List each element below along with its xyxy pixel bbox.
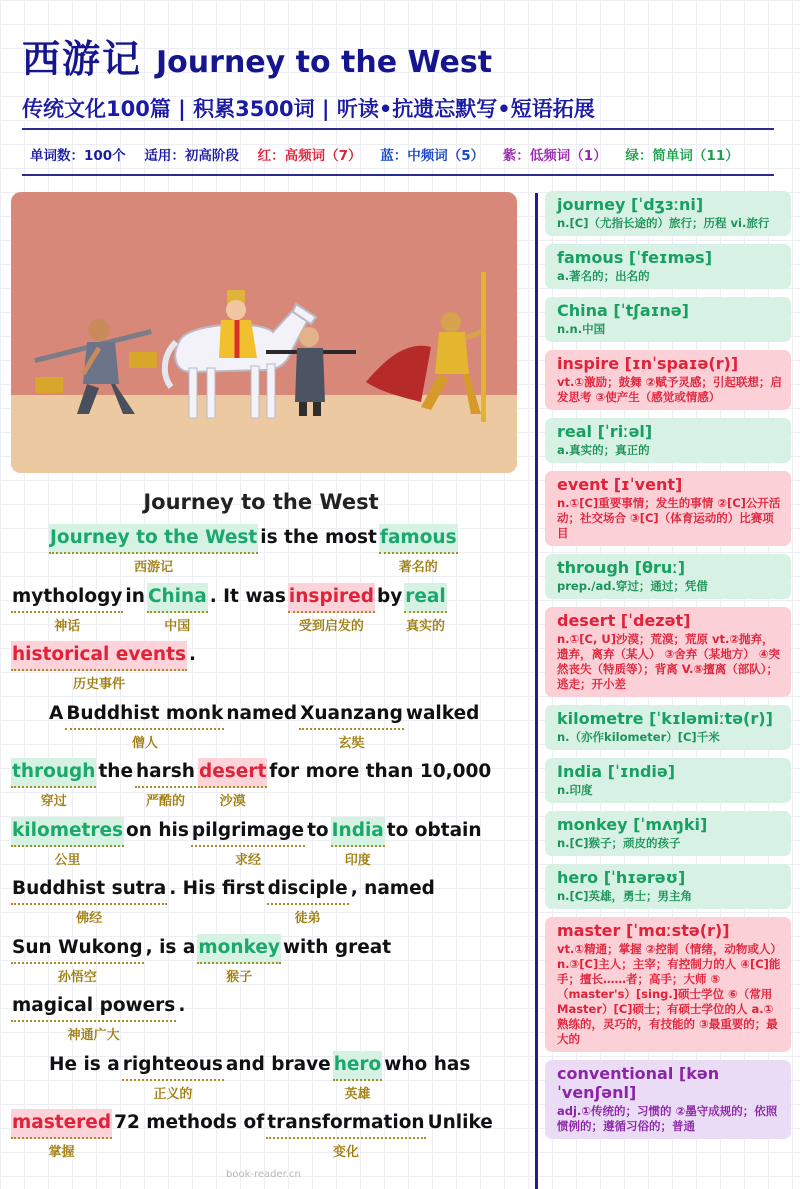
chinese-gloss: 中国 <box>164 618 191 634</box>
word-text: . <box>178 995 186 1016</box>
keyword-phrase[interactable] <box>191 817 305 868</box>
column-divider <box>535 193 538 1189</box>
vocabulary-panel <box>545 191 791 1147</box>
vocab-card[interactable] <box>545 864 791 909</box>
keyword-phrase[interactable] <box>331 817 385 868</box>
keyword-phrase[interactable] <box>11 875 167 926</box>
vocab-definition: n.（亦作kilometer）[C]千米 <box>557 730 720 744</box>
vocab-word: monkey [ˈmʌŋki] <box>557 815 708 834</box>
vocab-word: master [ˈmɑːstə(r)] <box>557 921 730 940</box>
chinese-gloss: 西游记 <box>134 560 174 575</box>
chinese-gloss: 沙漠 <box>219 794 246 809</box>
text-run <box>377 583 402 611</box>
chinese-gloss: 正义的 <box>153 1086 193 1102</box>
text-run <box>226 1051 331 1079</box>
vocab-definition: adj.①传统的；习惯的 ②墨守成规的；依照惯例的；遵循习俗的；普通 <box>557 1104 778 1133</box>
word-text: monkey <box>198 936 280 958</box>
vocab-word: real [ˈriːəl] <box>557 422 653 441</box>
text-run <box>406 700 480 728</box>
word-text: for more than 10,000 <box>269 761 492 782</box>
page-header <box>22 28 778 123</box>
word-text: hero <box>333 1053 382 1075</box>
chinese-gloss: 真实的 <box>406 618 446 634</box>
keyword-phrase[interactable] <box>288 583 375 634</box>
keyword-phrase[interactable] <box>299 700 404 751</box>
keyword-phrase[interactable] <box>404 583 447 634</box>
article-line <box>11 641 511 700</box>
vocab-word: famous [ˈfeɪməs] <box>557 248 713 267</box>
vocab-card[interactable] <box>545 297 791 342</box>
article-line <box>11 817 511 876</box>
vocab-word: through [θruː] <box>557 558 686 577</box>
chinese-gloss: 神通广大 <box>67 1028 120 1043</box>
word-text: mythology <box>12 585 123 607</box>
chinese-gloss: 受到启发的 <box>298 618 364 634</box>
vocab-definition: n.n.中国 <box>557 322 606 336</box>
word-text: India <box>331 819 384 841</box>
text-run <box>146 934 196 962</box>
text-run <box>260 524 377 552</box>
word-text: transformation <box>267 1112 425 1133</box>
vocab-word: China [ˈtʃaɪnə] <box>557 301 689 320</box>
story-illustration <box>11 192 517 473</box>
text-run <box>269 758 491 786</box>
vocab-card[interactable] <box>545 758 791 803</box>
word-text: 72 methods of <box>114 1112 265 1133</box>
vocab-definition: prep./ad.穿过；通过；凭借 <box>557 579 708 593</box>
word-text: with great <box>282 936 392 958</box>
chinese-gloss: 求经 <box>234 852 262 868</box>
keyword-phrase[interactable] <box>11 758 96 809</box>
text-run <box>49 700 63 728</box>
chinese-gloss: 佛经 <box>76 911 103 926</box>
article-title: Journey to the West <box>143 490 379 514</box>
chinese-gloss: 徒弟 <box>294 911 321 926</box>
word-text: by <box>376 585 403 607</box>
vocab-definition: n.[C]英雄，勇士；男主角 <box>557 889 693 903</box>
pilgrims-scene-image <box>11 192 517 473</box>
word-text: Buddhist monk <box>66 702 224 724</box>
keyword-phrase[interactable] <box>11 583 123 634</box>
word-text: named <box>226 702 298 724</box>
word-text: walked <box>405 702 480 724</box>
text-run <box>387 817 482 845</box>
vocab-word: event [ɪˈvent] <box>557 475 683 494</box>
keyword-phrase[interactable] <box>379 524 458 575</box>
keyword-phrase[interactable] <box>147 583 208 634</box>
article-line <box>11 758 511 817</box>
keyword-phrase[interactable] <box>122 1051 224 1102</box>
word-text: He is a <box>49 1053 120 1075</box>
article-line <box>11 875 511 934</box>
title-english: Journey to the West <box>156 45 493 80</box>
keyword-phrase[interactable] <box>11 992 176 1043</box>
word-text: . It was <box>209 585 286 607</box>
word-text: China <box>147 585 207 607</box>
vocab-definition: n.[C]猴子；顽皮的孩子 <box>557 836 681 850</box>
vocab-definition: vt.①精通；掌握 ②控制（情绪，动物或人） n.③[C]主人；主宰；有控制力的人 ④[C]能手；擅长……者；高手；大师 ⑤（master's）[sing.]硕士学位 ⑥（常用Master）[C]硕士；有硕士学位的人 a.①熟练的，灵巧的，有技能的 ③最重要的；最大的 <box>557 942 782 1046</box>
word-text: on his <box>126 819 189 841</box>
vocab-definition: n.印度 <box>557 783 593 797</box>
article-line <box>11 1109 511 1168</box>
word-text: the <box>98 761 133 782</box>
word-text: who has <box>384 1053 471 1075</box>
chinese-gloss: 玄奘 <box>338 735 365 751</box>
text-run <box>428 1109 493 1137</box>
keyword-phrase[interactable] <box>198 758 267 809</box>
vocab-card[interactable] <box>545 607 791 697</box>
stat-purple: 紫：低频词（1） <box>502 148 607 164</box>
word-text: Unlike <box>427 1112 493 1133</box>
subtitle: 传统文化100篇 | 积累3500词 | 听读•抗遗忘默写•短语拓展 <box>22 97 595 121</box>
word-text: disciple <box>267 878 348 899</box>
word-text: righteous <box>122 1053 223 1075</box>
word-text: in <box>125 585 145 607</box>
word-text: famous <box>379 527 457 548</box>
vocab-card[interactable] <box>545 244 791 289</box>
keyword-phrase[interactable] <box>11 817 124 868</box>
text-run <box>125 583 145 611</box>
article-line <box>11 524 511 583</box>
keyword-phrase[interactable] <box>65 700 224 751</box>
word-text: Sun Wukong <box>12 936 143 958</box>
word-text: . His first <box>169 878 265 899</box>
vocab-card[interactable] <box>545 811 791 856</box>
keyword-phrase[interactable] <box>333 1051 383 1102</box>
chinese-gloss: 掌握 <box>48 1145 75 1160</box>
vocab-word: kilometre [ˈkɪləmiːtə(r)] <box>557 709 773 728</box>
vocab-card[interactable] <box>545 191 791 236</box>
text-run <box>169 875 264 903</box>
keyword-phrase[interactable] <box>11 1109 112 1160</box>
stat-red: 红：高频词（7） <box>257 148 362 164</box>
chinese-gloss: 神话 <box>54 618 81 634</box>
word-text: Xuanzang <box>300 702 403 724</box>
vocab-card[interactable] <box>545 917 791 1052</box>
text-run <box>351 875 435 903</box>
word-text: pilgrimage <box>191 819 305 841</box>
word-text: magical powers <box>12 995 176 1016</box>
keyword-phrase[interactable] <box>267 875 349 926</box>
keyword-phrase[interactable] <box>266 1109 425 1160</box>
article <box>11 490 511 1168</box>
word-text: kilometres <box>12 819 124 841</box>
chinese-gloss: 印度 <box>344 852 371 868</box>
word-text: through <box>12 761 96 782</box>
stat-word-count: 单词数：100个 <box>30 148 126 164</box>
vocab-card[interactable] <box>545 705 791 750</box>
vocab-word: conventional [kənˈvenʃənl] <box>557 1064 720 1102</box>
keyword-phrase[interactable] <box>49 524 258 575</box>
word-text: harsh <box>136 761 195 782</box>
vocab-word: journey [ˈdʒɜːni] <box>557 195 704 214</box>
article-line <box>11 1051 511 1110</box>
word-text: real <box>405 585 446 607</box>
chinese-gloss: 孙悟空 <box>57 969 97 985</box>
vocab-card[interactable] <box>545 554 791 599</box>
word-text: . <box>188 644 196 665</box>
word-text: inspired <box>288 585 374 607</box>
keyword-phrase[interactable] <box>197 934 281 985</box>
text-run <box>49 1051 120 1079</box>
word-text: and brave <box>225 1053 331 1075</box>
word-text: , is a <box>145 936 196 958</box>
vocab-card[interactable] <box>545 471 791 546</box>
chinese-gloss: 僧人 <box>131 735 158 751</box>
vocab-card[interactable] <box>545 350 791 410</box>
vocab-word: desert [ˈdezət] <box>557 611 691 630</box>
stats-divider <box>22 174 774 176</box>
text-run <box>178 992 185 1020</box>
stat-green: 绿：简单词（11） <box>625 148 739 164</box>
vocab-definition: n.①[C]重要事情；发生的事情 ②[C]公开活动；社交场合 ③[C]（体育运动的）比赛项目 <box>557 496 781 540</box>
keyword-phrase[interactable] <box>135 758 196 809</box>
text-run <box>114 1109 264 1137</box>
vocab-card[interactable] <box>545 418 791 463</box>
text-run <box>126 817 189 845</box>
text-run <box>283 934 391 962</box>
stat-level: 适用：初高阶段 <box>144 148 239 164</box>
vocab-definition: n.[C]（尤指长途的）旅行；历程 vi.旅行 <box>557 216 770 230</box>
chinese-gloss: 严酷的 <box>145 794 185 809</box>
chinese-gloss: 历史事件 <box>72 677 125 692</box>
text-run <box>189 641 196 669</box>
vocab-definition: n.①[C, U]沙漠；荒漠；荒原 vt.②抛弃，遗弃，离弃（某人） ③舍弃（某地方） ④突然丧失（特质等）；背离 V.⑤擅离（部队）；逃走；开小差 <box>557 632 780 691</box>
stat-blue: 蓝：中频词（5） <box>380 148 485 164</box>
word-text: desert <box>198 761 267 782</box>
text-run <box>98 758 133 786</box>
word-text: historical events <box>12 644 186 665</box>
word-text: to obtain <box>386 819 482 841</box>
chinese-gloss: 猴子 <box>226 969 253 985</box>
keyword-phrase[interactable] <box>11 641 187 692</box>
vocab-word: India [ˈɪndiə] <box>557 762 676 781</box>
article-body <box>11 524 511 1168</box>
chinese-gloss: 著名的 <box>398 560 438 575</box>
word-text: A <box>49 702 64 724</box>
text-run <box>210 583 286 611</box>
chinese-gloss: 公里 <box>54 852 81 868</box>
vocab-definition: a.著名的；出名的 <box>557 269 650 283</box>
vocab-card[interactable] <box>545 1060 791 1139</box>
stats-bar <box>30 144 753 164</box>
vocab-word: hero [ˈhɪərəʊ] <box>557 868 686 887</box>
chinese-gloss: 穿过 <box>40 794 67 809</box>
chinese-gloss: 变化 <box>332 1145 359 1160</box>
vocab-word: inspire [ɪnˈspaɪə(r)] <box>557 354 739 373</box>
word-text: Journey to the West <box>50 527 258 548</box>
text-run <box>307 817 329 845</box>
chinese-gloss: 英雄 <box>344 1086 371 1102</box>
title-chinese: 西游记 <box>22 37 143 81</box>
word-text: to <box>307 819 329 841</box>
word-text: is the most <box>260 527 377 548</box>
text-run <box>384 1051 470 1079</box>
vocab-definition: vt.①激励；鼓舞 ②赋予灵感；引起联想；启发思考 ③使产生（感觉或情感） <box>557 375 782 404</box>
vocab-definition: a.真实的；真正的 <box>557 443 650 457</box>
word-text: Buddhist sutra <box>12 878 167 899</box>
keyword-phrase[interactable] <box>11 934 144 985</box>
article-line <box>11 583 511 642</box>
article-line <box>11 934 511 993</box>
article-line <box>11 700 511 759</box>
text-run <box>226 700 297 728</box>
word-text: mastered <box>12 1112 112 1133</box>
watermark: book-reader.cn <box>226 1169 301 1180</box>
word-text: , named <box>350 878 435 899</box>
article-line <box>11 992 511 1051</box>
header-divider <box>22 128 774 130</box>
